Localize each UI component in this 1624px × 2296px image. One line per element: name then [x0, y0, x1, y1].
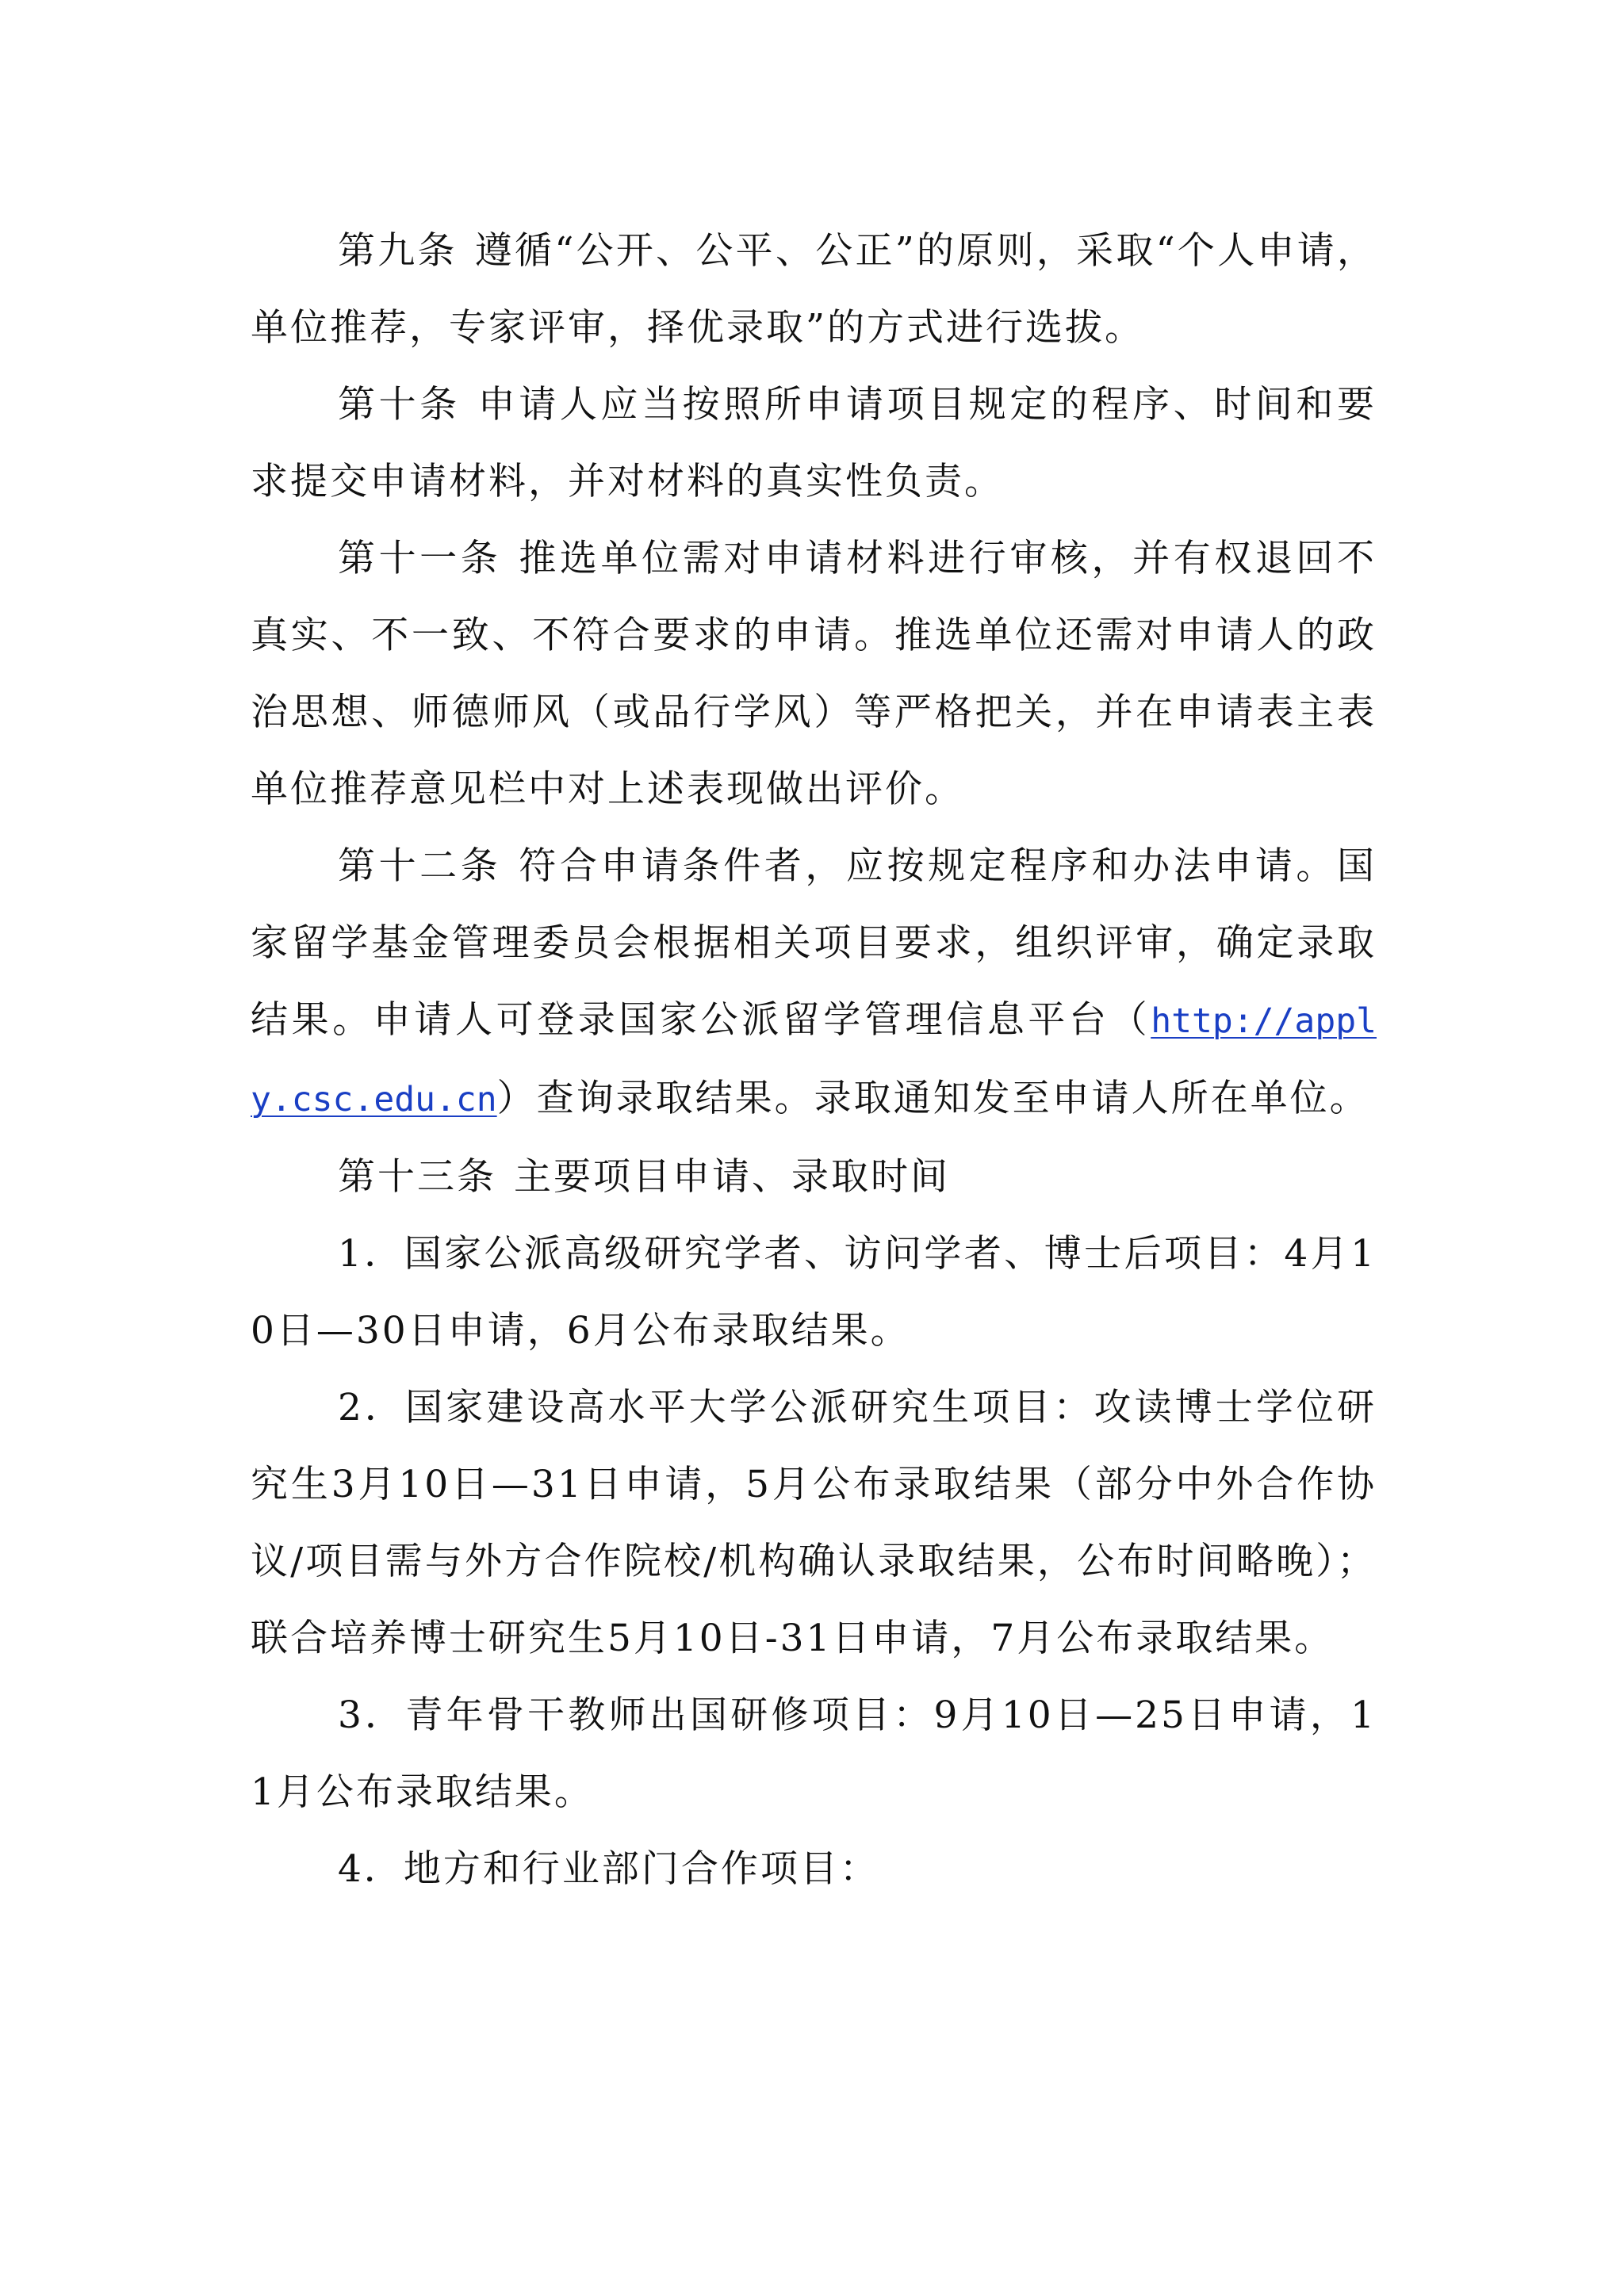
apply-platform-link[interactable]: http://apply.csc.edu.cn	[251, 1001, 1377, 1119]
article-9	[251, 212, 1377, 366]
article-13-item-3: 3．青年骨干教师出国研修项目：9月10日—25日申请，11月公布录取结果。	[251, 1693, 1377, 1814]
document-body	[251, 212, 1377, 1908]
article-10-text: 申请人应当按照所申请项目规定的程序、时间和要求提交申请材料，并对材料的真实性负责。	[251, 383, 1377, 503]
article-13-label: 第十三条	[338, 1155, 496, 1199]
article-13-text: 主要项目申请、录取时间	[514, 1155, 950, 1199]
article-13	[251, 1138, 1377, 1215]
article-12-label: 第十二条	[338, 844, 502, 888]
article-12-text-after: ）查询录取结果。录取通知发至申请人所在单位。	[496, 1077, 1369, 1120]
article-12-text-before: 符合申请条件者，应按规定程序和办法申请。国家留学基金管理委员会根据相关项目要求，组织评审，确定录取结果。申请人可登录国家公派留学管理信息平台（	[251, 844, 1377, 1042]
article-10-label: 第十条	[338, 383, 461, 427]
article-13-item-2: 2．国家建设高水平大学公派研究生项目：攻读博士学位研究生3月10日—31日申请，5月公布录取结果（部分中外合作协议/项目需与外方合作院校/机构确认录取结果，公布时间略晚）；联合培养博士研究生5月10日-31日申请，7月公布录取结果。	[251, 1386, 1377, 1660]
article-9-text: 遵循“公开、公平、公正”的原则，采取“个人申请，单位推荐，专家评审，择优录取”的方式进行选拔。	[251, 229, 1377, 350]
article-9-label: 第九条	[338, 229, 458, 273]
article-11-label: 第十一条	[338, 537, 502, 580]
article-10	[251, 366, 1377, 520]
article-11-text: 推选单位需对申请材料进行审核，并有权退回不真实、不一致、不符合要求的申请。推选单位还需对申请人的政治思想、师德师风（或品行学风）等严格把关，并在申请表主表单位推荐意见栏中对上述表现做出评价。	[251, 537, 1377, 811]
article-11	[251, 520, 1377, 828]
article-13-item-1: 1．国家公派高级研究学者、访问学者、博士后项目：4月10日—30日申请，6月公布录取结果。	[251, 1232, 1377, 1353]
article-12	[251, 828, 1377, 1138]
article-13-item-4: 4．地方和行业部门合作项目：	[338, 1847, 879, 1891]
